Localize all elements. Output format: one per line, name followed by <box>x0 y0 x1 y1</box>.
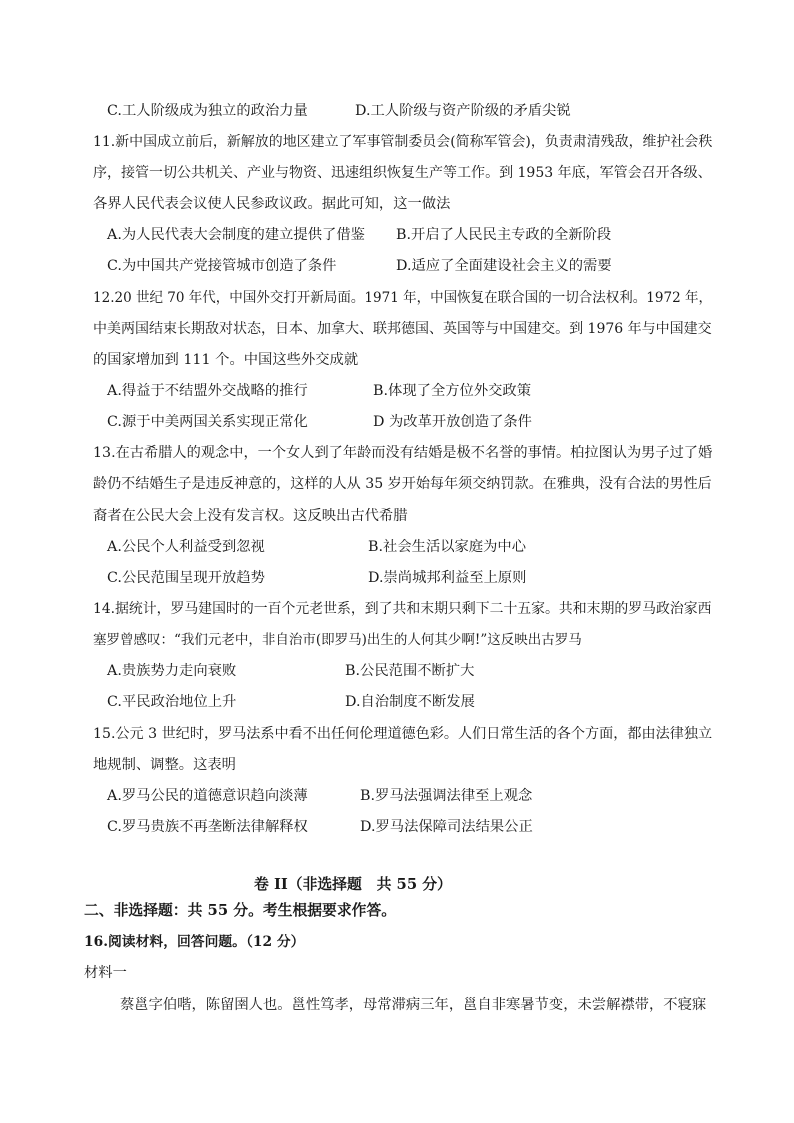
q14-option-c: C.平民政治地位上升 <box>107 694 237 710</box>
q12-stem-line-2: 中美两国结束长期敌对状态，日本、加拿大、联邦德国、英国等与中国建交。到 1976 年与中国建交 <box>93 321 712 337</box>
q12-option-c: C.源于中美两国关系实现正常化 <box>107 414 308 430</box>
q11-stem-line-2: 序，接管一切公共机关、产业与物资、迅速组织恢复生产等工作。到 1953 年底，军管会召开各级、 <box>93 165 712 181</box>
q10-option-c: C.工人阶级成为独立的政治力量 <box>107 103 308 119</box>
q12-option-b: B.体现了全方位外交政策 <box>373 383 532 399</box>
q12-option-d: D 为改革开放创造了条件 <box>373 414 532 430</box>
section-2-title: 卷 II（非选择题 共 55 分） <box>254 876 452 893</box>
q11-option-a: A.为人民代表大会制度的建立提供了借鉴 <box>107 227 365 243</box>
q13-stem-line-2: 龄仍不结婚生子是违反神意的，这样的人从 35 岁开始每年须交纳罚款。在雅典，没有合法的男性后 <box>93 476 712 492</box>
q15-option-b: B.罗马法强调法律至上观念 <box>360 788 533 804</box>
material-text: 蔡邕字伯喈，陈留圉人也。邕性笃孝，母常滞病三年，邕自非寒暑节变，未尝解襟带，不寝寐 <box>120 997 707 1013</box>
q12-option-a: A.得益于不结盟外交战略的推行 <box>107 383 308 399</box>
q13-option-a: A.公民个人利益受到忽视 <box>107 539 265 555</box>
q11-stem-line-1: 11.新中国成立前后，新解放的地区建立了军事管制委员会(简称军管会)，负责肃清残敌，维护社会秩 <box>93 134 713 150</box>
q15-option-a: A.罗马公民的道德意识趋向淡薄 <box>107 788 308 804</box>
q16-title: 16.阅读材料，回答问题。（12 分） <box>84 934 305 950</box>
q15-stem-line-1: 15.公元 3 世纪时，罗马法系中看不出任何伦理道德色彩。人们日常生活的各个方面，都由法律独立 <box>93 726 713 742</box>
q15-stem-line-2: 地规制、调整。这表明 <box>93 757 236 773</box>
q13-stem-line-1: 13.在古希腊人的观念中，一个女人到了年龄而没有结婚是极不名誉的事情。柏拉图认为男子过了婚 <box>93 445 713 461</box>
material-label: 材料一 <box>84 965 127 981</box>
section-2-heading: 二、非选择题：共 55 分。考生根据要求作答。 <box>84 902 397 919</box>
q14-option-b: B.公民范围不断扩大 <box>345 663 475 679</box>
q13-stem-line-3: 裔者在公民大会上没有发言权。这反映出古代希腊 <box>93 508 408 524</box>
q15-option-c: C.罗马贵族不再垄断法律解释权 <box>107 819 308 835</box>
q14-option-d: D.自治制度不断发展 <box>345 694 475 710</box>
q11-option-b: B.开启了人民民主专政的全新阶段 <box>396 227 612 243</box>
q14-option-a: A.贵族势力走向衰败 <box>107 663 237 679</box>
q13-option-d: D.崇尚城邦利益至上原则 <box>368 570 527 586</box>
q11-option-c: C.为中国共产党接管城市创造了条件 <box>107 258 337 274</box>
q10-option-d: D.工人阶级与资产阶级的矛盾尖锐 <box>355 103 571 119</box>
q12-stem-line-1: 12.20 世纪 70 年代，中国外交打开新局面。1971 年，中国恢复在联合国的一切合法权利。1972 年， <box>93 290 712 306</box>
q14-stem-line-2: 塞罗曾感叹：“我们元老中，非自治市(即罗马)出生的人何其少啊!”这反映出古罗马 <box>93 632 582 648</box>
q15-option-d: D.罗马法保障司法结果公正 <box>360 819 533 835</box>
q11-stem-line-3: 各界人民代表会议使人民参政议政。据此可知，这一做法 <box>93 196 451 212</box>
q13-option-b: B.社会生活以家庭为中心 <box>368 539 527 555</box>
q11-option-d: D.适应了全面建设社会主义的需要 <box>396 258 612 274</box>
q14-stem-line-1: 14.据统计，罗马建国时的一百个元老世系，到了共和末期只剩下二十五家。共和末期的罗马政治家西 <box>93 601 712 617</box>
q12-stem-line-3: 的国家增加到 111 个。中国这些外交成就 <box>93 352 359 368</box>
q13-option-c: C.公民范围呈现开放趋势 <box>107 570 265 586</box>
